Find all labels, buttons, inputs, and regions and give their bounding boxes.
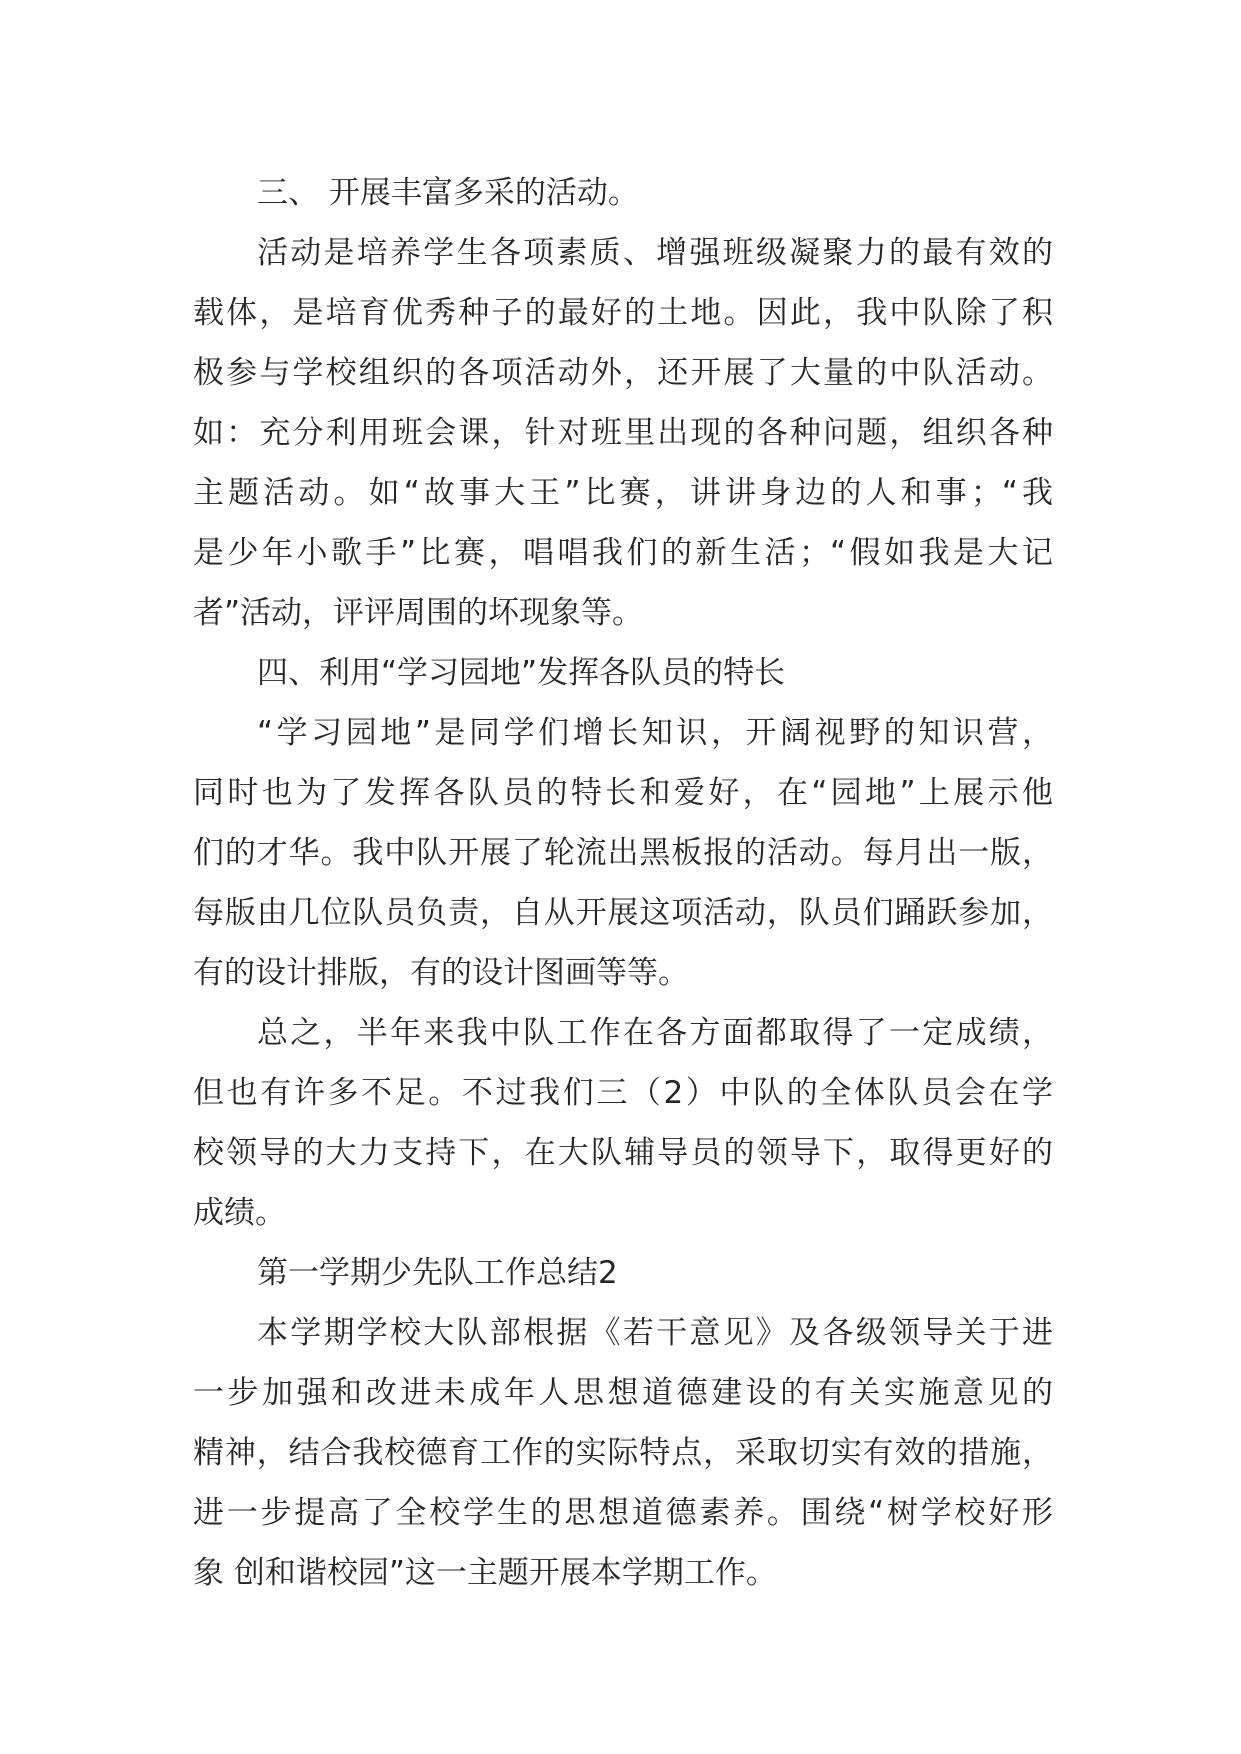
text-line: 活动是培养学生各项素质、增强班级凝聚力的最有效的 — [257, 235, 1053, 271]
section-heading-4: 四、利用“学习园地”发挥各队员的特长 — [257, 655, 786, 691]
text-line: “学习园地”是同学们增长知识，开阔视野的知识营， — [257, 715, 1053, 751]
text-line: 主题活动。如“故事大王”比赛，讲讲身边的人和事；“我 — [193, 475, 1053, 511]
document-title: 第一学期少先队工作总结2 — [257, 1255, 618, 1291]
text-line: 校领导的大力支持下，在大队辅导员的领导下，取得更好的 — [193, 1135, 1053, 1171]
text-line: 者”活动，评评周围的坏现象等。 — [193, 595, 644, 631]
text-line: 极参与学校组织的各项活动外，还开展了大量的中队活动。 — [193, 355, 1053, 391]
text-line: 每版由几位队员负责，自从开展这项活动，队员们踊跃参加， — [193, 895, 1053, 931]
text-line: 本学期学校大队部根据《若干意见》及各级领导关于进 — [257, 1315, 1053, 1351]
text-line: 象 创和谐校园”这一主题开展本学期工作。 — [193, 1555, 777, 1591]
text-line: 如：充分利用班会课，针对班里出现的各种问题，组织各种 — [193, 415, 1053, 451]
text-line: 同时也为了发挥各队员的特长和爱好，在“园地”上展示他 — [193, 775, 1053, 811]
text-line: 进一步提高了全校学生的思想道德素养。围绕“树学校好形 — [193, 1495, 1053, 1531]
text-line: 精神，结合我校德育工作的实际特点，采取切实有效的措施， — [193, 1435, 1053, 1471]
text-line: 一步加强和改进未成年人思想道德建设的有关实施意见的 — [193, 1375, 1053, 1411]
text-line: 总之，半年来我中队工作在各方面都取得了一定成绩， — [257, 1015, 1053, 1051]
text-line: 成绩。 — [193, 1195, 286, 1231]
document-body — [193, 163, 1053, 1603]
text-line: 有的设计排版，有的设计图画等等。 — [193, 955, 689, 991]
text-line: 是少年小歌手”比赛，唱唱我们的新生活；“假如我是大记 — [193, 535, 1053, 571]
section-heading-3: 三、 开展丰富多采的活动。 — [257, 175, 639, 211]
text-line: 们的才华。我中队开展了轮流出黑板报的活动。每月出一版， — [193, 835, 1053, 871]
text-line: 但也有许多不足。不过我们三（2）中队的全体队员会在学 — [193, 1075, 1053, 1111]
text-line: 载体，是培育优秀种子的最好的土地。因此，我中队除了积 — [193, 295, 1053, 331]
